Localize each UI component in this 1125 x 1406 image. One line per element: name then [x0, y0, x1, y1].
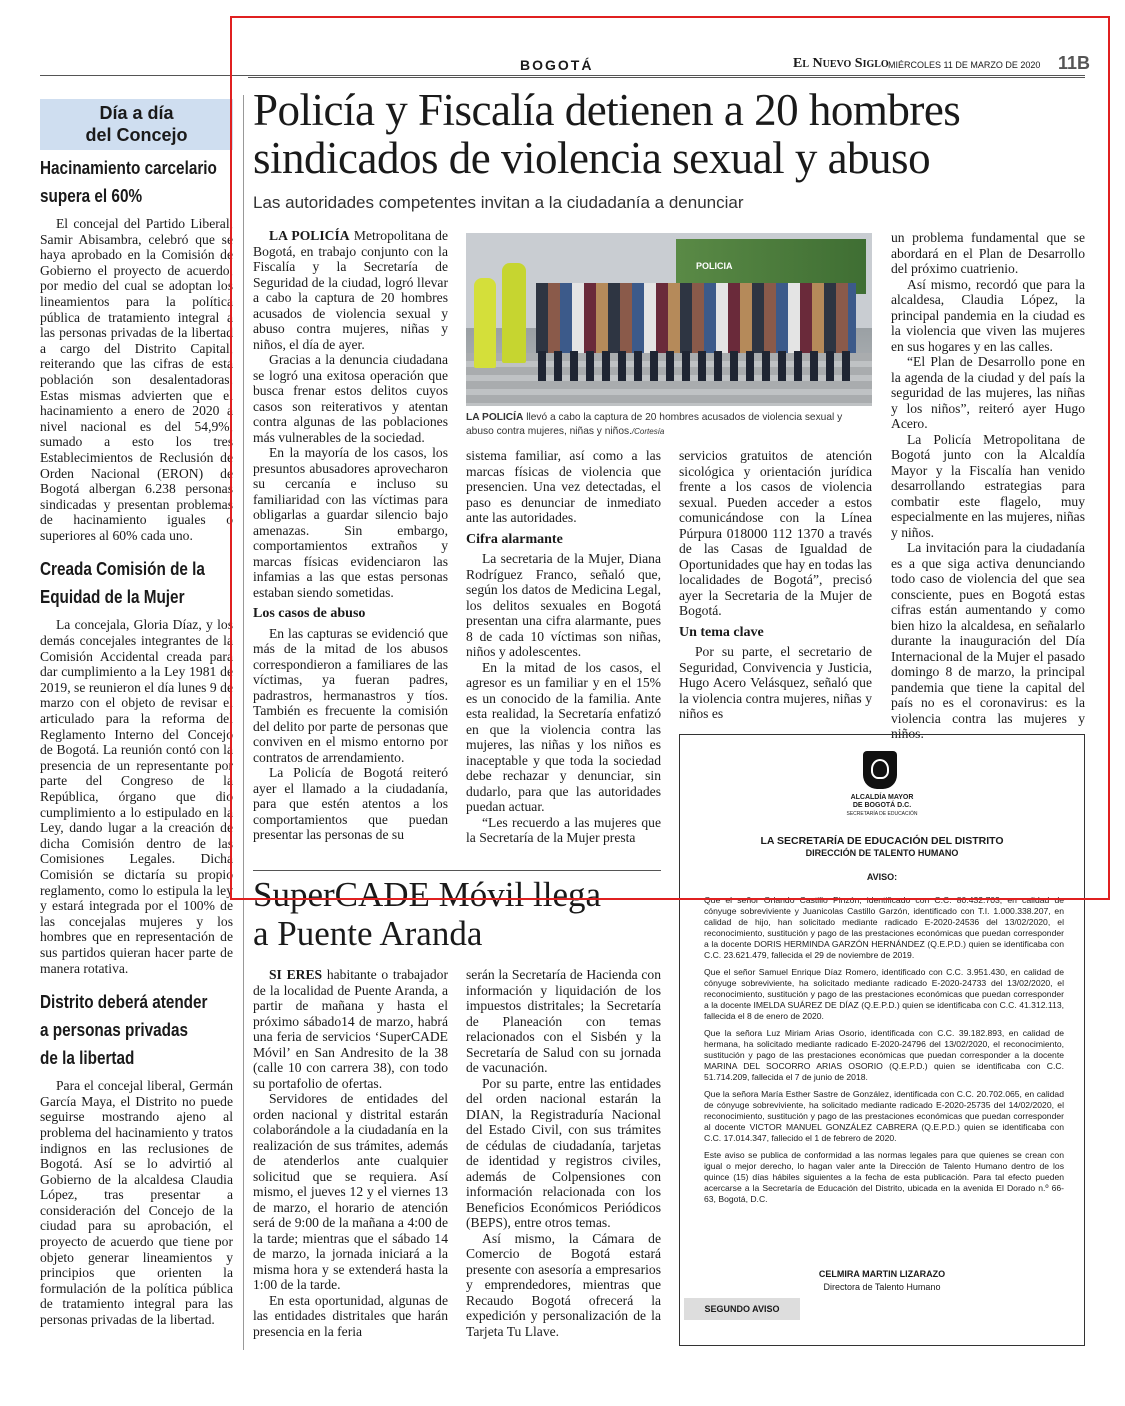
- main-paragraph: La Policía Metropolitana de Bogotá junto con la Alcaldía Mayor y la Fiscalía han venido desarrollando estrategias para combatir este flagelo, muy especialmente en las mujeres, niñas y niños.: [891, 431, 1085, 540]
- main-deck: Las autoridades competentes invitan a la ciudadanía a denunciar: [253, 193, 744, 212]
- notice-paragraph: Este aviso se publica de conformidad a las normas legales para que quienes se crean con igual o mejor derecho, lo hagan valer ante la Dirección de Talento Humano dentro de los quince (15) días hábiles siguientes a la fecha de esta publicación. Para tal efecto pueden acercarse a la Secretaría de Educación del Distrito, ubicada en la avenida El Dorado n.º 66-63, Bogotá, D.C.: [704, 1150, 1064, 1204]
- main-paragraph: En la mayoría de los casos, los presuntos abusadores aprovecharon su cercanía e incluso su familiaridad con las víctimas para obligarlas a guardar silencio bajo amenazas. Sin embargo, comportamientos extraños y marcas físicas evidenciaron las infamias a las que estas personas estaban siendo sometidas.: [253, 445, 448, 600]
- main-subhead: Un tema clave: [679, 624, 764, 640]
- issue-date: MIÉRCOLES 11 DE MARZO DE 2020: [888, 60, 1041, 70]
- notice-subtitle: DIRECCIÓN DE TALENTO HUMANO: [805, 848, 959, 858]
- main-paragraph: Gracias a la denuncia ciudadana se logró una exitosa operación que busca frenar estos delitos cuyos casos son reiterativos y atentan contra algunas de las poblaciones más vulnerables de la sociedad.: [253, 352, 448, 445]
- main-paragraph: Así mismo, recordó que para la alcaldesa, Claudia López, la principal pandemia en la ciudad es la violencia que viven las mujeres en sus hogares y en las calles.: [891, 276, 1085, 354]
- highlight-box: [230, 16, 1110, 900]
- second-paragraph: serán la Secretaría de Hacienda con información y liquidación de los impuestos distritales; la Secretaría de Planeación con temas relacionados con el Sisbén y la Secretaría de Salud con su jornada de vacunación.: [466, 967, 661, 1075]
- second-lead-paragraph: SI ERES habitante o trabajador de la localidad de Puente Aranda, a partir de mañana y hasta el próximo sábado14 de marzo, habrá una feria de servicios ‘SuperCADE Móvil’ en San Andresito de la 38 (calle 10 con carrera 38), con todo su portafolio de ofertas.: [253, 967, 448, 1091]
- main-paragraph: La invitación para la ciudadanía es a que siga activa denunciando todo caso de violencia del que sea consciente, pues en Bogotá estas cifras están aumentando y como bien hizo la alcaldesa, en señalarlo durante la inauguración del Día Internacional de la Mujer el pasado domingo 8 de marzo, la principal pandemia que tiene la capital del país no es el coronavirus: es la violencia contra las mujeres y niños.: [891, 540, 1085, 741]
- sidebar-story-1-title: Hacinamiento carcelario supera el 60%: [40, 158, 217, 206]
- notice-paragraph: Que el señor Orlando Castillo Pinzón, identificado con C.C. 80.432.703, en calidad de cónyuge sobreviviente y Juanicolas Castillo Garzón, identificado con T.I. 1.000.338.207, en calidad de hijo, han solicitado mediante radicado E-2020-24536 del 13/02/2020, el reconocimiento, sustitución y pago de las prestaciones económicas que puedan corresponder a la docente DORIS HERMINDA GARZÓN HERNÁNDEZ (Q.E.P.D.) quien se identificaba con C.C. 23.621.479, fallecida el 29 de noviembre de 2019.: [704, 895, 1064, 960]
- second-paragraph: Servidores de entidades del orden nacional y distrital estarán colaborándole a la ciudadanía en la realización de sus trámites, además de atenderlos ante cualquier solicitud que se requiera. Así mismo, el jueves 12 y el viernes 13 de marzo, el horario de atención será de 9:00 de la mañana a 4:00 de la tarde; mientras que el sábado 14 de marzo, la jornada iniciará a la misma hora y se extenderá hasta la 1:00 de la tarde.: [253, 1091, 448, 1292]
- second-paragraph: En esta oportunidad, algunas de las entidades distritales que harán presencia en la feria: [253, 1292, 448, 1339]
- notice-body: [704, 895, 1064, 1211]
- page-number: 11B: [1058, 53, 1091, 73]
- sidebar-story-2-title: Creada Comisión de la Equidad de la Mujer: [40, 559, 205, 608]
- main-paragraph: “Les recuerdo a las mujeres que la Secretaría de la Mujer presta: [466, 814, 661, 845]
- main-paragraph: Por su parte, el secretario de Seguridad, Convivencia y Justicia, Hugo Acero Velásquez, señaló que la violencia contra mujeres, niñas y niños es: [679, 644, 872, 721]
- seal-line-2: DE BOGOTÁ D.C.: [852, 802, 912, 809]
- main-subhead: Los casos de abuso: [253, 606, 366, 621]
- second-headline: SuperCADE Móvil llega a Puente Aranda: [253, 875, 602, 953]
- main-paragraph: La Policía de Bogotá reiteró ayer el llamado a la ciudadanía, para que estén atentos a los comportamientos que puedan presentar las personas de su: [253, 765, 448, 842]
- concejo-box: [40, 99, 233, 150]
- main-paragraph: La secretaria de la Mujer, Diana Rodríguez Franco, señaló que, según los datos de Medicina Legal, los delitos sexuales en Bogotá presentan una cifra alarmante, pues 8 de cada 10 víctimas son niñas, niños y adolescentes.: [466, 551, 661, 659]
- main-paragraph: un problema fundamental que se abordará en el Plan de Desarrollo del próximo cuatrienio.: [891, 230, 1085, 276]
- notice-title: LA SECRETARÍA DE EDUCACIÓN DEL DISTRITO: [760, 835, 1004, 847]
- main-subhead: Cifra alarmante: [466, 531, 563, 547]
- main-lead-paragraph: LA POLICÍA Metropolitana de Bogotá, en trabajo conjunto con la Fiscalía y la Secretaría de Seguridad de la ciudad, logró llevar a cabo la captura de 20 hombres acusados de violencia sexual y abuso contra mujeres, niñas y niños, el día de ayer.: [253, 228, 448, 352]
- photo-caption: LA POLICÍA llevó a cabo la captura de 20 hombres acusados de violencia sexual y abuso contra mujeres, niñas y niños./Cortesía: [466, 412, 843, 437]
- newspaper-name: El Nuevo Siglo: [793, 56, 889, 71]
- notice-tag: SEGUNDO AVISO: [684, 1298, 800, 1320]
- notice-paragraph: Que la señora Luz Miriam Arias Osorio, identificada con C.C. 39.182.893, en calidad de hermana, ha solicitado mediante radicado E-2020-24796 del 13/02/2020, el reconocimiento, sustitución y pago de las prestaciones económicas que puedan corresponder a la docente MARINA DEL SOCORRO ARIAS OSORIO (Q.E.P.D.) quien se identificaba con C.C. 51.714.209, fallecida el 7 de junio de 2018.: [704, 1028, 1064, 1082]
- notice-paragraph: Que la señora María Esther Sastre de González, identificada con C.C. 20.702.065, en calidad de cónyuge sobreviviente, ha solicitado mediante radicado E-2020-25735 del 14/02/2020, el reconocimiento, sustitución y pago de las prestaciones económicas que puedan corresponder al docente VICTOR MANUEL GONZÁLEZ CABRERA (Q.E.P.D.) quien se identificaba con C.C. 17.014.347, fallecido el 1 de febrero de 2020.: [704, 1089, 1064, 1143]
- second-column-1: [253, 967, 448, 1339]
- seal-line-3: SECRETARÍA DE EDUCACIÓN: [846, 811, 918, 817]
- sidebar-story-1-body: El concejal del Partido Liberal, Samir Abisambra, celebró que se haya aprobado en la Comisión de Gobierno el proyecto de acuerdo, por medio del cual se adoptan los lineamientos para la política pública de tratamiento integral a las personas privadas de la libertad a cargo del Distrito Capital, reiterando que las cifras de esta población son desalentadoras. Estas mismas advierten que el hacinamiento a enero de 2020 a nivel nacional es del 54,9%, sumado a esto los tres Establecimientos de Reclusión de Orden Nacional (ERON) de Bogotá albergan 6.238 personas sindicadas y presentan problemas de hacinamiento iguales o superiores al 60% cada uno.: [40, 216, 233, 543]
- notice-signer: CELMIRA MARTIN LIZARAZO: [818, 1269, 946, 1279]
- section-label: BOGOTÁ: [520, 57, 594, 73]
- sidebar-column: [40, 154, 233, 1328]
- main-paragraph: En las capturas se evidenció que más de la mitad de los abusos correspondieron a familiares de las víctimas, ya fueran padres, padrastros, hermanastros y tíos. También es frecuente la comisión del delito por parte de personas que conviven en el mismo entorno por contratos de arrendamiento.: [253, 625, 448, 765]
- main-lead-caps: LA POLICÍA: [269, 228, 350, 243]
- second-column-2: [466, 967, 661, 1339]
- second-paragraph: Así mismo, la Cámara de Comercio de Bogotá estará presente con asesoría a empresarios y emprendedores, mientras que Recaudo Bogotá ofrecerá la expedición y personalización de la Tarjeta Tu Llave.: [466, 1230, 661, 1339]
- notice-aviso-label: AVISO:: [866, 872, 898, 882]
- main-paragraph: En la mitad de los casos, el agresor es un familiar y en el 15% es un conocido de la familia. Ante esta realidad, la Secretaría enfatizó en que la violencia contra las mujeres, las niñas y los niños es inaceptable y que toda la sociedad debe rechazar y denunciar, sin dudarlo, para que las autoridades puedan actuar.: [466, 659, 661, 814]
- sidebar-story-3-title: Distrito deberá atender a personas privadas de la libertad: [40, 992, 208, 1069]
- main-paragraph: sistema familiar, así como a las marcas físicas de violencia que presencien. Una vez detectadas, el paso es denunciar de inmediato ante las autoridades.: [466, 448, 661, 525]
- main-paragraph: servicios gratuitos de atención sicológica y orientación jurídica frente a los casos de violencia sexual. Pueden acceder a estos comunicándose con la Línea Púrpura 018000 112 1370 a través de las Casas de Igualdad de Oportunidades que hay en todas las localidades de Bogotá”, precisó ayer la Secretaria de la Mujer de Bogotá.: [679, 448, 872, 618]
- concejo-box-title-1: Día a día: [99, 103, 174, 123]
- main-headline: Policía y Fiscalía detienen a 20 hombres sindicados de violencia sexual y abuso: [253, 85, 961, 183]
- sidebar-story-3-body: Para el concejal liberal, Germán García Maya, el Distrito no puede seguirse mostrando ajeno al problema del hacinamiento y tratos indignos en las reclusiones de Bogotá. Así se lo advirtió al Gobierno de la alcaldesa Claudia López, tras presentar a consideración del Concejo de la ciudad para su aprobación, el proyecto de acuerdo que tiene por objeto generar lineamientos y principios que orienten la formulación de la política pública de tratamiento integral para las personas privadas de la libertad.: [40, 1078, 233, 1328]
- sidebar-story-2-body: La concejala, Gloria Díaz, y los demás concejales integrantes de la Comisión Accidental creada para dar cumplimiento a la Ley 1981 de 2019, se reunieron el día lunes 9 de marzo con el objeto de revisar el articulado para la reforma del Reglamento Interno del Concejo de Bogotá. La reunión contó con la presencia de un representante por parte del Congreso de la República, órgano que dio cumplimiento a lo estipulado en la Ley, dando lugar a la creación de dicha Comisión dentro de las Comisiones Legales. Dicha Comisión se dictaría su propio reglamento, como lo estipula la ley y estará integrada por el 100% de las concejalas mujeres y los hombres que en representación de sus partidos quieran hacer parte de manera rotativa.: [40, 617, 233, 976]
- notice-signer-role: Directora de Talento Humano: [823, 1282, 941, 1292]
- photo-sign-text: POLICIA: [696, 261, 733, 271]
- notice-paragraph: Que el señor Samuel Enrique Díaz Romero, identificado con C.C. 3.951.430, en calidad de cónyuge sobreviviente, ha solicitado mediante radicado E-2020-24733 del 13/02/2020, el reconocimiento, sustitución y pago de las prestaciones económicas que puedan corresponder a la docente IMELDA SUÁREZ DE DÍAZ (Q.E.P.D.) quien se identificaba con C.C. 41.312.113, fallecida el 8 de enero de 2020.: [704, 967, 1064, 1021]
- concejo-box-title-2: del Concejo: [85, 125, 188, 145]
- main-paragraph: “El Plan de Desarrollo pone en la agenda de la ciudad y del país la seguridad de las mujeres, las niñas y los niños”, reiteró ayer Hugo Acero.: [891, 354, 1085, 431]
- second-paragraph: Por su parte, entre las entidades del orden nacional estarán la DIAN, la Registraduría Nacional del Estado Civil, con sus trámites de cédulas de ciudadanía, tarjetas de identidad y registros civiles, además de Colpensiones con información relacionada con los Beneficios Económicos Periódicos (BEPS), entre otros temas.: [466, 1075, 661, 1230]
- seal-line-1: ALCALDÍA MAYOR: [850, 794, 914, 801]
